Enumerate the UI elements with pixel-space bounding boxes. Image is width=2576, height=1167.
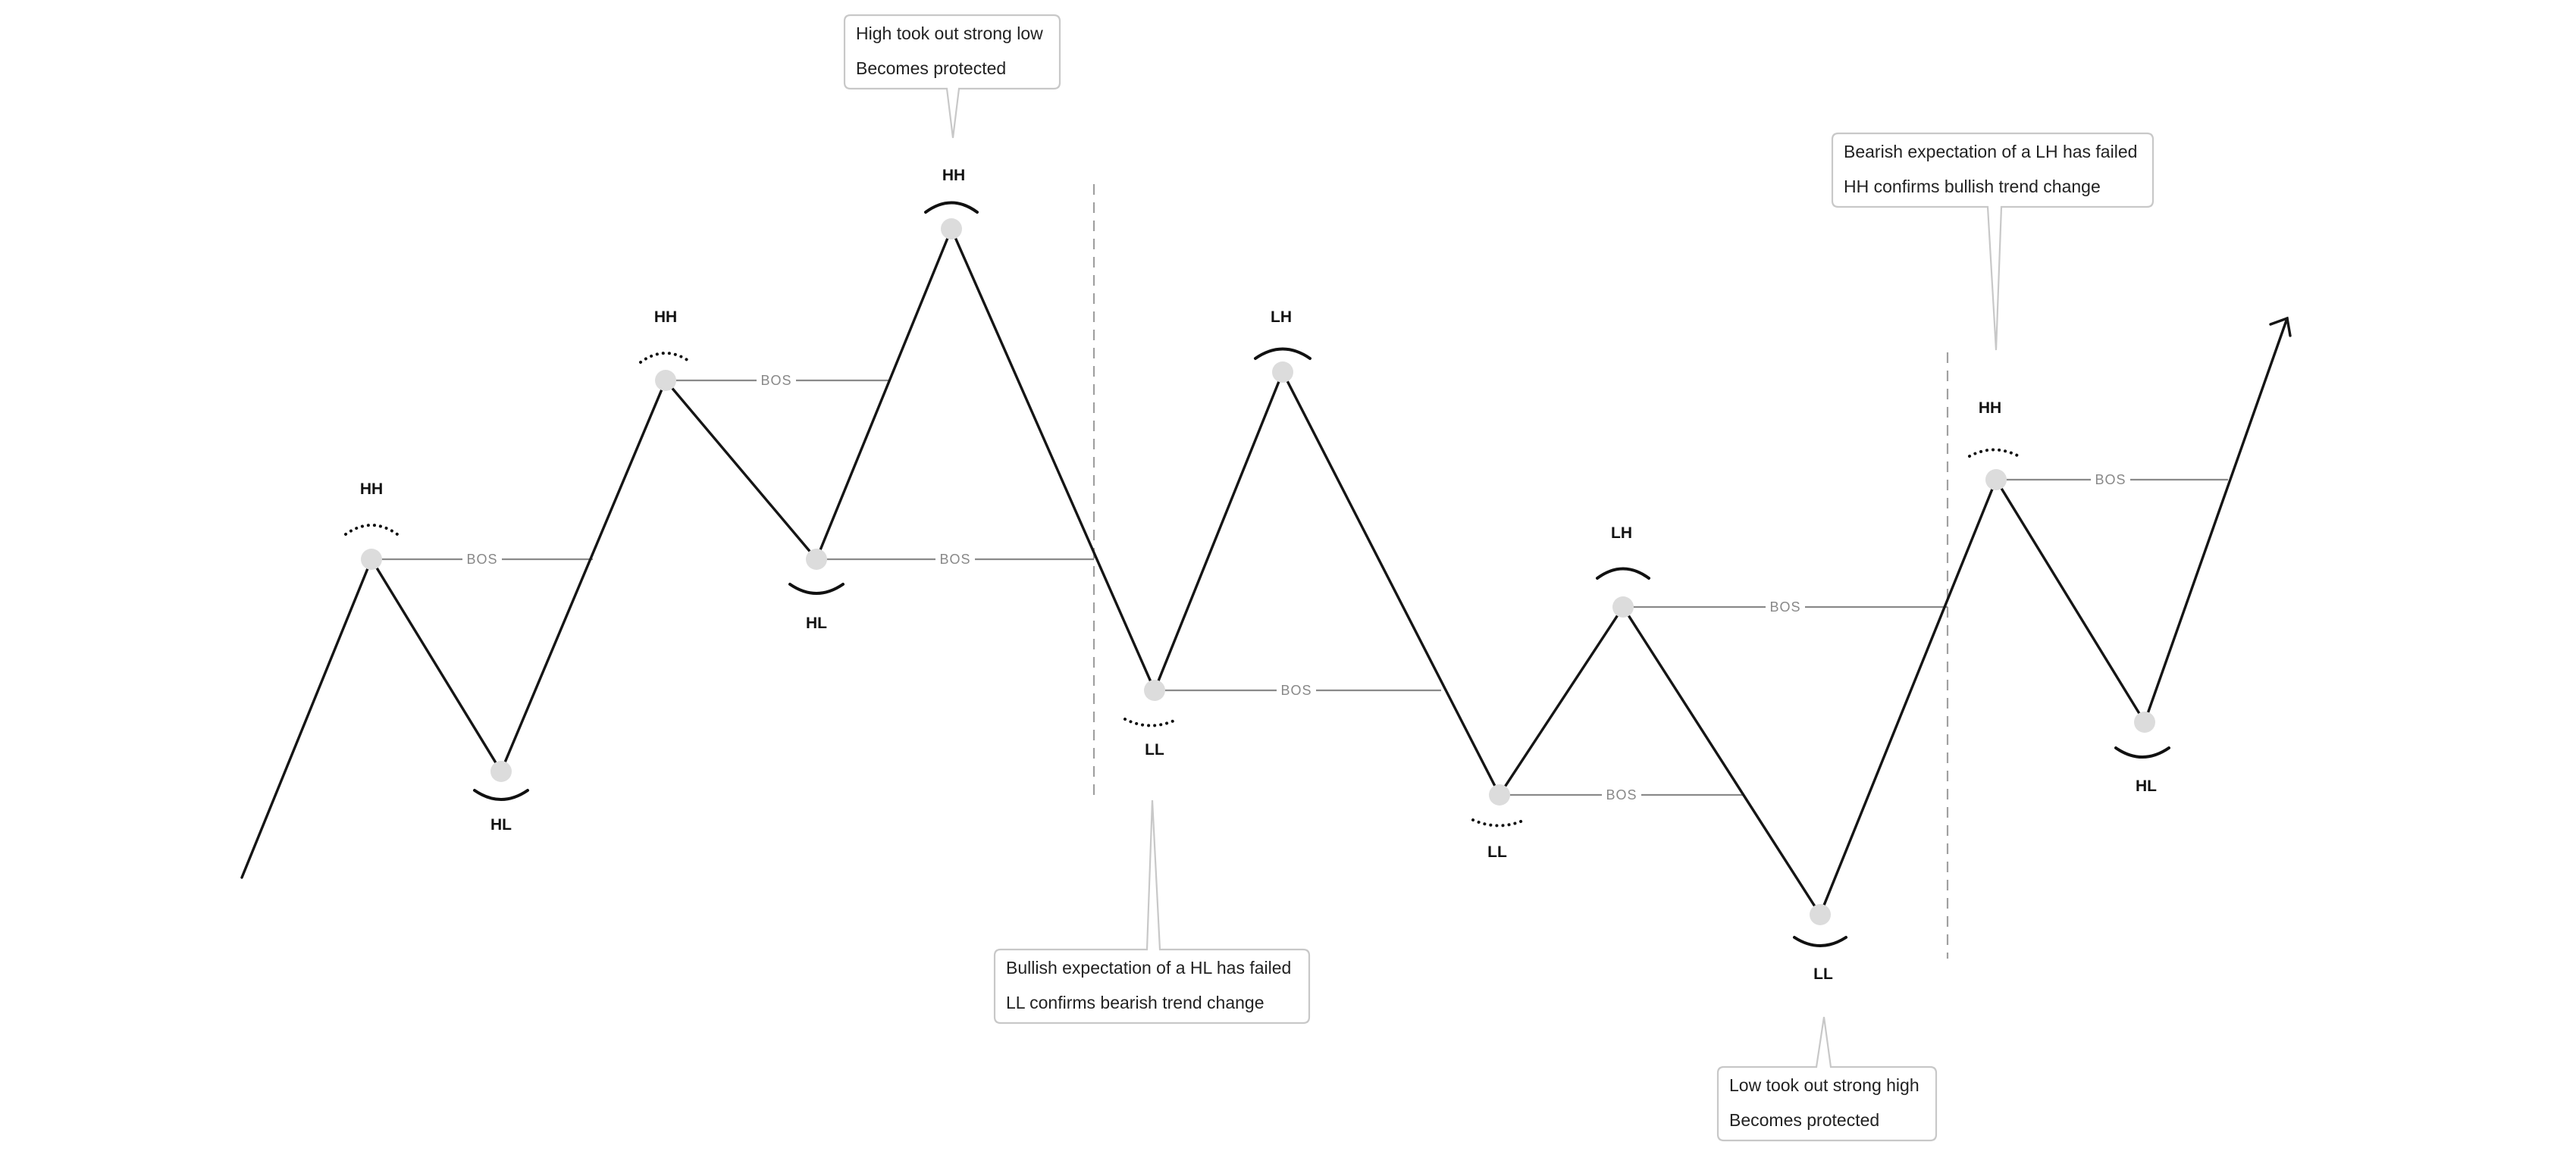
callout-strong-high [1718, 1017, 1936, 1140]
bos-label: BOS [939, 552, 971, 567]
pivot-p12 [2116, 712, 2169, 795]
pivot-label: HH [359, 480, 384, 498]
bos-7 [1996, 472, 2228, 487]
dotted-arc-marker [1473, 820, 1525, 826]
pivot-p4 [790, 549, 843, 632]
pivot-p2 [475, 761, 528, 834]
pivot-label: HL [806, 615, 827, 632]
callout-line-1: Low took out strong high [1729, 1075, 1919, 1095]
callout-line-2: HH confirms bullish trend change [1844, 177, 2101, 196]
bos-label: BOS [466, 552, 498, 567]
bos-6 [1623, 599, 1948, 615]
callout-line-2: Becomes protected [856, 58, 1007, 78]
callout-line-1: High took out strong low [856, 23, 1043, 43]
pivot-p6 [1125, 680, 1177, 759]
pivot-p9 [1597, 524, 1649, 618]
pivot-label: LH [1271, 308, 1292, 326]
bos-label: BOS [1606, 787, 1637, 803]
pivot-label: HH [653, 308, 678, 326]
solid-arc-marker [1597, 569, 1649, 579]
bos-label: BOS [2095, 472, 2126, 487]
bos-label: BOS [1769, 599, 1801, 615]
pivot-p8 [1473, 784, 1525, 861]
solid-arc-marker [1794, 937, 1846, 946]
callout-box [995, 800, 1309, 1023]
pivot-p1 [346, 480, 397, 570]
pivot-dot [1810, 904, 1831, 925]
bos-1 [371, 552, 593, 567]
callout-strong-low [845, 15, 1060, 138]
pivot-label: HH [1978, 399, 2002, 417]
pivot-p3 [641, 308, 691, 391]
bos-2 [666, 373, 889, 388]
pivot-dot [806, 549, 827, 570]
dotted-arc-marker [1970, 450, 2019, 457]
callout-box [1832, 133, 2153, 350]
pivot-dot [490, 761, 512, 782]
pivot-p7 [1255, 308, 1310, 383]
price-swing-line [242, 229, 2287, 915]
solid-arc-marker [790, 584, 843, 593]
pivot-dot [2134, 712, 2155, 733]
pivot-p5 [926, 167, 977, 239]
pivot-label: LL [1487, 843, 1507, 861]
pivot-dot [1144, 680, 1165, 701]
callout-line-2: LL confirms bearish trend change [1006, 993, 1264, 1012]
pivot-dot [1612, 596, 1634, 618]
bos-5 [1500, 787, 1743, 803]
pivot-label: HL [2136, 777, 2157, 795]
bos-4 [1155, 683, 1441, 698]
solid-arc-marker [2116, 748, 2169, 757]
pivot-dot [1985, 469, 2007, 490]
pivot-label: HH [942, 167, 966, 184]
pivot-label: HL [490, 816, 512, 834]
dotted-arc-marker [1125, 719, 1177, 726]
callout-bullish-failed [995, 800, 1309, 1023]
solid-arc-marker [1255, 349, 1310, 359]
dotted-arc-marker [346, 525, 397, 534]
bos-label: BOS [760, 373, 792, 388]
pivot-p10 [1794, 904, 1846, 983]
pivot-dot [941, 218, 962, 239]
trend-arrow-head [2270, 318, 2290, 336]
bos-label: BOS [1280, 683, 1312, 698]
bos-3 [816, 552, 1094, 567]
callout-line-2: Becomes protected [1729, 1110, 1880, 1130]
pivot-p11 [1970, 399, 2019, 490]
pivot-label: LL [1145, 741, 1164, 759]
pivot-label: LH [1611, 524, 1632, 542]
callout-line-1: Bullish expectation of a HL has failed [1006, 958, 1292, 978]
pivot-dot [361, 549, 382, 570]
dotted-arc-marker [641, 353, 691, 362]
pivot-dot [655, 370, 676, 391]
pivot-dot [1272, 361, 1293, 383]
pivot-label: LL [1813, 965, 1833, 983]
pivot-dot [1489, 784, 1510, 806]
solid-arc-marker [926, 203, 977, 213]
callout-bearish-failed [1832, 133, 2153, 350]
callout-line-1: Bearish expectation of a LH has failed [1844, 142, 2138, 161]
solid-arc-marker [475, 790, 528, 799]
